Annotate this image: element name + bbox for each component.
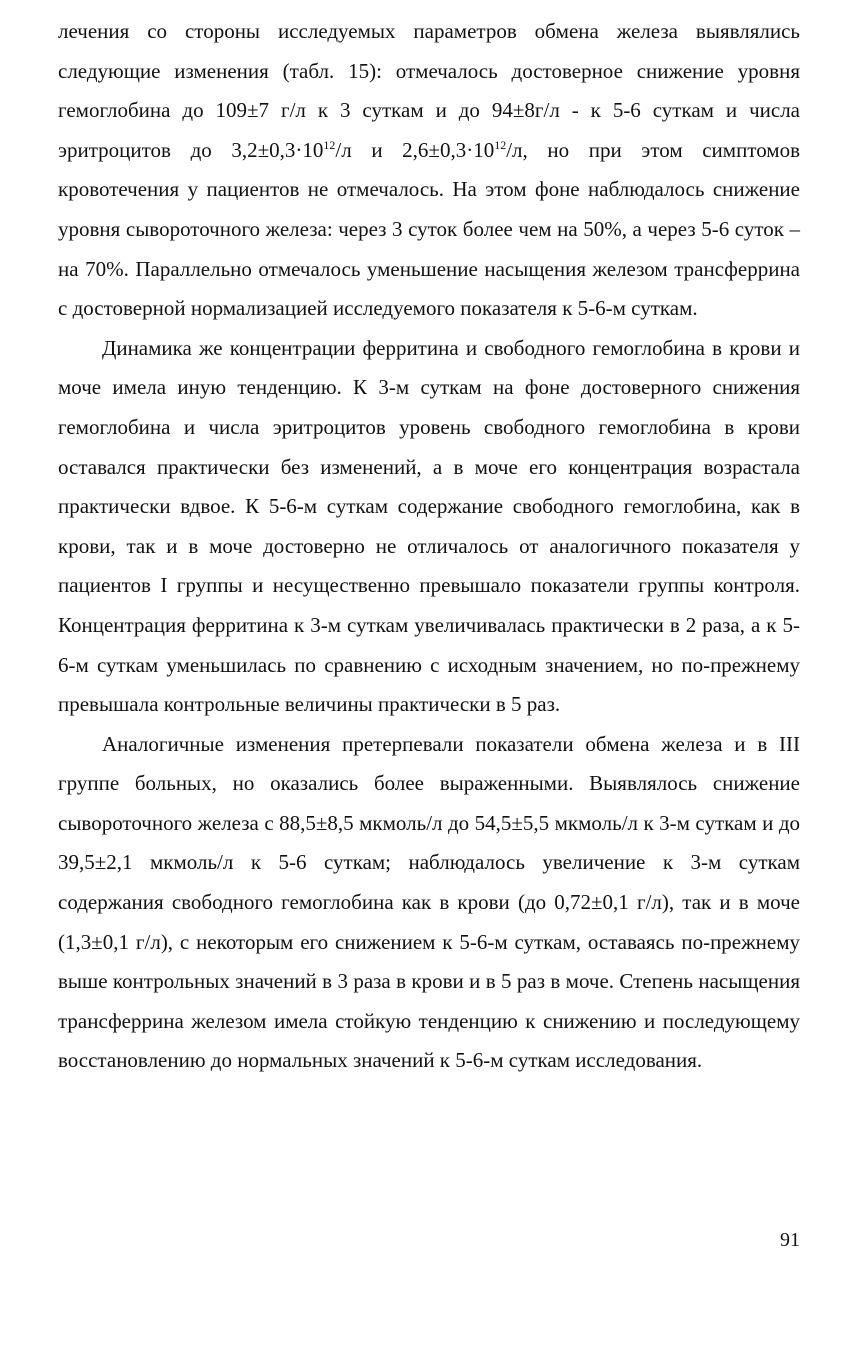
paragraph-2: Динамика же концентрации ферритина и свободного гемоглобина в крови и моче имела иную тенденцию. К 3-м суткам на фоне достоверного снижения гемоглобина и числа эритроцитов уровень свободного гемоглобина в крови оставался практически без изменений, а в моче его концентрация возрастала практически вдвое. К 5-6-м суткам содержание свободного гемоглобина, как в крови, так и в моче достоверно не отличалось от аналогичного показателя у пациентов I группы и несущественно превышало показатели группы контроля. Концентрация ферритина к 3-м суткам увеличивалась практически в 2 раза, а к 5-6-м суткам уменьшилась по сравнению с исходным значением, но по-прежнему превышала контрольные величины практически в 5 раз. <box>58 335 800 717</box>
paragraph-3: Аналогичные изменения претерпевали показатели обмена железа и в III группе больных, но оказались более выраженными. Выявлялось снижение сывороточного железа с 88,5±8,5 мкмоль/л до 54,5±5,5 мкмоль/л к 3-м суткам и до 39,5±2,1 мкмоль/л к 5-6 суткам; наблюдалось увеличение к 3-м суткам содержания свободного гемоглобина как в крови (до 0,72±0,1 г/л), так и в моче (1,3±0,1 г/л), с некоторым его снижением к 5-6-м суткам, оставаясь по-прежнему выше контрольных значений в 3 раза в крови и в 5 раз в моче. Степень насыщения трансферрина железом имела стойкую тенденцию к снижению и последующему восстановлению до нормальных значений к 5-6-м суткам исследования. <box>58 731 800 1073</box>
body-text <box>58 12 800 1081</box>
page-number: 91 <box>780 1229 800 1251</box>
paragraph-1: лечения со стороны исследуемых параметров обмена железа выявлялись следующие изменения (табл. 15): отмечалось достоверное снижение уровня гемоглобина до 109±7 г/л к 3 суткам и до 94±8г/л - к 5-6 суткам и числа эритроцитов до $3,2\pm 0,3\cdot 10^{12}/л$ и $2,6\pm 0,3\cdot 10^{12}/л$, но при этом симптомов кровотечения у пациентов не отмечалось. На этом фоне наблюдалось снижение уровня сывороточного железа: через 3 суток более чем на 50%, а через 5-6 суток – на 70%. Параллельно отмечалось уменьшение насыщения железом трансферрина с достоверной нормализацией исследуемого показателя к 5-6-м суткам. <box>58 19 801 321</box>
